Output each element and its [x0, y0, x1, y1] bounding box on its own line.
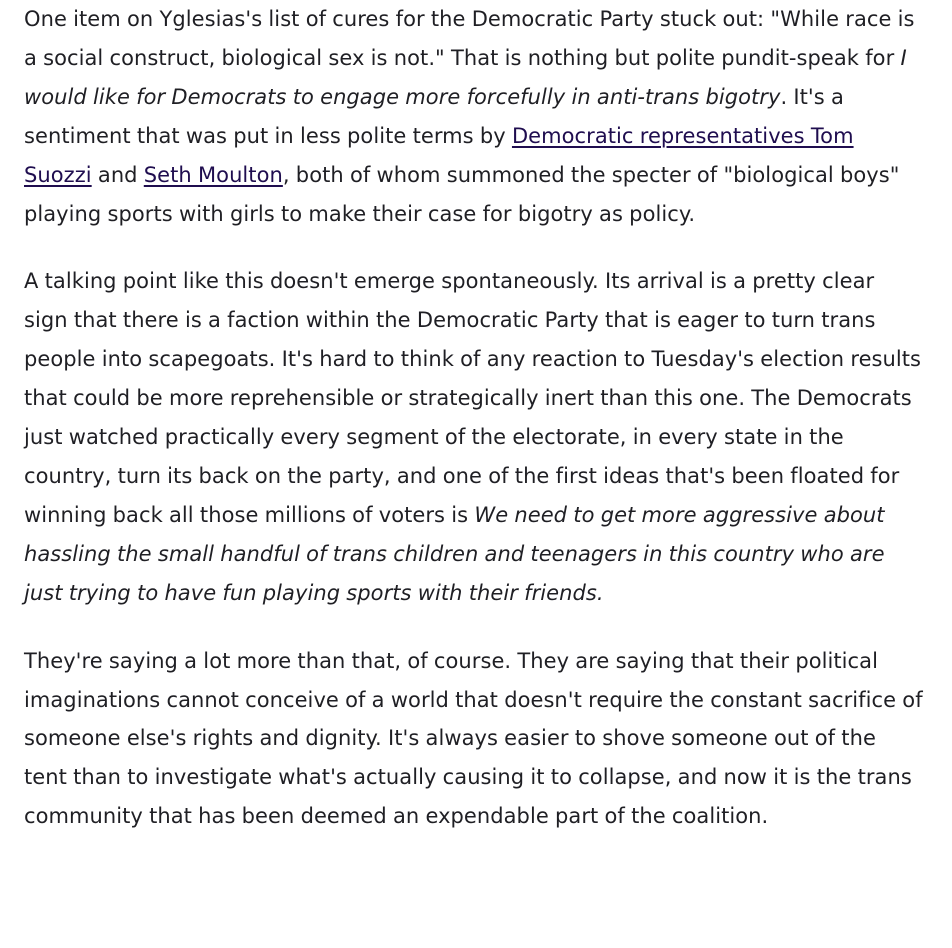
link-seth-moulton[interactable]: Seth Moulton: [143, 162, 283, 187]
text-segment: , both of whom summoned the specter of "biological boys" playing sports with girls to make their case for bigotry as policy.: [24, 162, 900, 226]
link-tom-suozzi[interactable]: Democratic representatives Tom Suozzi: [24, 123, 854, 187]
italic-segment: I would like for Democrats to engage more forcefully in anti-trans bigotry: [24, 45, 907, 109]
article-body: [24, 0, 924, 836]
text-segment: and: [91, 162, 144, 187]
paragraph-2: [24, 262, 924, 612]
paragraph-1: [24, 0, 924, 233]
text-segment: A talking point like this doesn't emerge spontaneously. Its arrival is a pretty clear sign that there is a faction within the Democratic Party that is eager to turn trans people into scapegoats. It's hard to think of any reaction to Tuesday's election results that could be more reprehensible or strategically inert than this one. The Democrats just watched practically every segment of the electorate, in every state in the country, turn its back on the party, and one of the first ideas that's been floated for winning back all those millions of voters is: [24, 269, 922, 527]
paragraph-3: [24, 642, 924, 837]
text-segment: They're saying a lot more than that, of course. They are saying that their political imaginations cannot conceive of a world that doesn't require the constant sacrifice of someone else's rights and dignity. It's always easier to shove someone out of the tent than to investigate what's actually causing it to collapse, and now it is the trans community that has been deemed an expendable part of the coalition.: [24, 648, 923, 829]
text-segment: . It's a sentiment that was put in less polite terms by: [24, 84, 844, 148]
text-segment: One item on Yglesias's list of cures for the Democratic Party stuck out: "While race is a social construct, biological sex is not." That is nothing but polite pundit-speak for: [24, 7, 915, 70]
italic-segment: We need to get more aggressive about hassling the small handful of trans children and teenagers in this country who are just trying to have fun playing sports with their friends.: [24, 502, 885, 605]
